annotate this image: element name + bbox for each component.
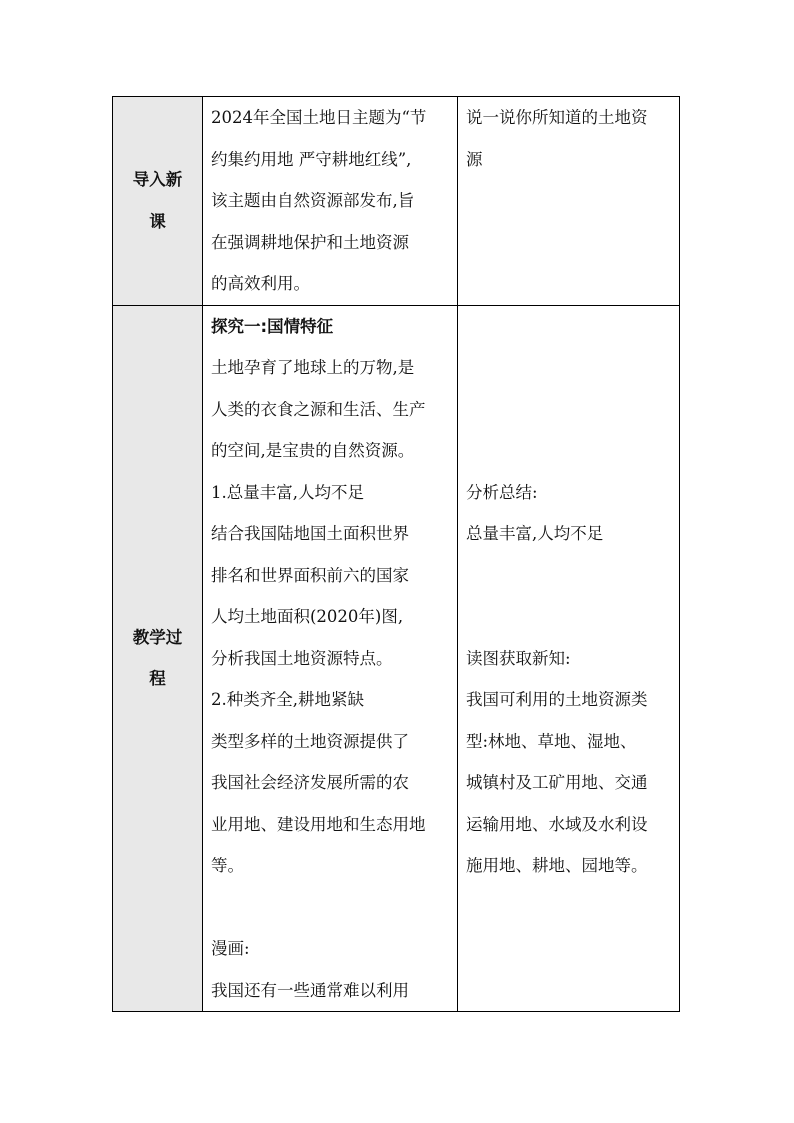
blank-line xyxy=(466,347,671,389)
stage-cell xyxy=(113,305,203,1012)
text-line: 结合我国陆地国土面积世界 xyxy=(211,524,409,543)
text-line: 源 xyxy=(466,149,483,169)
text-line: 我国社会经济发展所需的农 xyxy=(211,773,409,792)
text-line: 城镇村及工矿用地、交通 xyxy=(466,773,648,792)
blank-line xyxy=(466,389,671,431)
text-line: 约集约用地 严守耕地红线”, xyxy=(211,149,412,169)
lesson-plan-table xyxy=(112,96,680,1012)
text-line: 漫画: xyxy=(211,939,250,958)
table-row xyxy=(113,305,680,1012)
teacher-activity-cell xyxy=(203,97,458,306)
text-line: 1.总量丰富,人均不足 xyxy=(211,482,364,502)
blank-line xyxy=(466,430,671,472)
section-heading: 探究一:国情特征 xyxy=(211,316,334,336)
student-activity-cell xyxy=(458,97,680,306)
stage-label-line: 教学过 xyxy=(132,627,183,647)
text-line: 2024年全国土地日主题为“节 xyxy=(211,108,427,127)
blank-line xyxy=(466,306,671,348)
text-line: 我国还有一些通常难以利用 xyxy=(211,980,409,1000)
text-line: 2.种类齐全,耕地紧缺 xyxy=(211,690,364,709)
student-activity-cell xyxy=(458,305,680,1012)
text-line: 分析我国土地资源特点。 xyxy=(211,648,393,668)
stage-label-line: 程 xyxy=(149,669,166,689)
text-line: 业用地、建设用地和生态用地 xyxy=(211,814,426,834)
teacher-activity-cell xyxy=(203,305,458,1012)
text-line: 读图获取新知: xyxy=(466,648,571,668)
stage-label-line: 导入新 xyxy=(132,170,183,190)
text-line: 土地孕育了地球上的万物,是 xyxy=(211,358,415,377)
text-line: 人均土地面积(2020年)图, xyxy=(211,607,404,626)
text-line: 等。 xyxy=(211,856,244,875)
stage-label-line: 课 xyxy=(149,211,166,231)
text-line: 排名和世界面积前六的国家 xyxy=(211,565,409,585)
blank-line xyxy=(466,596,671,638)
blank-line xyxy=(211,887,449,929)
text-line: 运输用地、水域及水利设 xyxy=(466,814,648,834)
text-line: 我国可利用的土地资源类 xyxy=(466,690,648,709)
text-line: 型:林地、草地、湿地、 xyxy=(466,731,637,751)
text-line: 施用地、耕地、园地等。 xyxy=(466,856,648,875)
stage-cell xyxy=(113,97,203,306)
text-line: 说一说你所知道的土地资 xyxy=(466,108,648,127)
text-line: 的空间,是宝贵的自然资源。 xyxy=(211,441,415,460)
text-line: 人类的衣食之源和生活、生产 xyxy=(211,399,426,419)
text-line: 该主题由自然资源部发布,旨 xyxy=(211,191,415,210)
text-line: 的高效利用。 xyxy=(211,274,310,293)
table-row xyxy=(113,97,680,306)
text-line: 分析总结: xyxy=(466,482,538,502)
text-line: 类型多样的土地资源提供了 xyxy=(211,731,409,751)
text-line: 在强调耕地保护和土地资源 xyxy=(211,232,409,252)
blank-line xyxy=(466,555,671,597)
text-line: 总量丰富,人均不足 xyxy=(466,524,604,543)
